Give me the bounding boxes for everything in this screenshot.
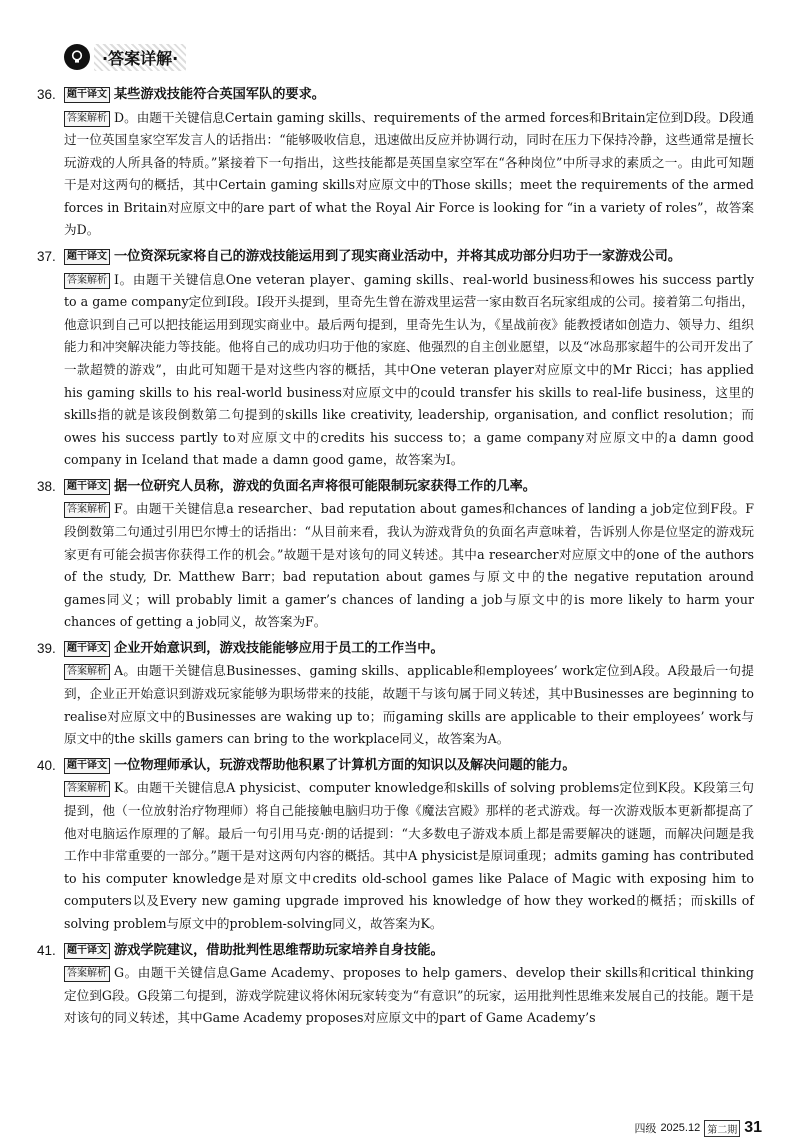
answer-page	[37, 40, 754, 1034]
translation-tag: 题干译文	[64, 479, 110, 495]
analysis-text: G。由题干关键信息Game Academy、proposes to help gamers、develop their skills和critical thinking定位到G段。G段第二句提到，游戏学院建议将休闲玩家转变为“有意识”的玩家，运用批判性思维来发展自己的技能。题干是对该句的同义转述，其中Game Academy proposes对应原文中的part of Game Academy’s	[64, 965, 754, 1026]
translation-tag: 题干译文	[64, 943, 110, 959]
translation-text: 一位资深玩家将自己的游戏技能运用到了现实商业活动中，并将其成功部分归功于一家游戏公司。	[114, 249, 682, 265]
translation-tag: 题干译文	[64, 641, 110, 657]
section-title: ·答案详解·	[94, 44, 186, 71]
question-number: 41.	[37, 942, 56, 958]
analysis-text: I。由题干关键信息One veteran player、gaming skills、real-world business和owes his success partly to a game company定位到I段。I段开头提到，里奇先生曾在游戏里运营一家由数百名玩家组成的公司。接着第二句指出，他意识到自己可以把技能运用到现实商业中。最后两句提到，里奇先生认为，《星战前夜》能教授诸如创造力、领导力、组织能力和冲突解决能力等技能。他将自己的成功归功于他的家庭、他强烈的自主创业愿望，以及“冰岛那家超牛的公司开发出了一款超赞的游戏”，由此可知题干是对这些内容的概括，其中One veteran player对应原文中的Mr Ricci；has applied his gaming skills to his real-world business对应原文中的could transfer his skills to real-life business，这里的skills指的就是该段倒数第二句提到的skills like creativity, leadership, organisation, and conflict resolution；而owes his success partly to对应原文中的credits his success to；a game company对应原文中的a damn good company in Iceland that made a damn good game，故答案为I。	[64, 271, 754, 468]
analysis-text: A。由题干关键信息Businesses、gaming skills、applicable和employees’ work定位到A段。A段最后一句提到，企业正开始意识到游戏玩家能够为职场带来的技能，故题干与该句属于同义转述，其中Businesses are beginning to realise对应原文中的Businesses are waking up to；而gaming skills are applicable to their employees’ work与原文中的the skills gamers can bring to the workplace同义，故答案为A。	[64, 663, 754, 747]
analysis-text: K。由题干关键信息A physicist、computer knowledge和skills of solving problems定位到K段。K段第三句提到，他（一位放射治疗物理师）将自己能接触电脑归功于像《魔法宫殿》那样的老式游戏。每一次游戏版本更新都提高了他对电脑运作原理的了解。最后一句引用马克·朗的话提到：“大多数电子游戏本质上都是需要解决的谜题，而解决问题是我工作中非常重要的一部分。”题干是对这两句内容的概括。其中A physicist是原词重现；admits gaming has contributed to his computer knowledge是对原文中credits old-school games like Palace of Magic with exposing him to computers以及Every new gaming upgrade improved his knowledge of how they worked的概括；而skills of solving problem与原文中的problem-solving同义，故答案为K。	[64, 780, 754, 931]
answer-item	[37, 84, 754, 242]
page-footer	[634, 1119, 762, 1137]
analysis-tag: 答案解析	[64, 781, 110, 797]
lightbulb-icon	[64, 44, 90, 70]
question-number: 38.	[37, 478, 56, 494]
analysis-tag: 答案解析	[64, 966, 110, 982]
translation-tag: 题干译文	[64, 249, 110, 265]
section-header	[64, 40, 754, 74]
analysis-tag: 答案解析	[64, 273, 110, 289]
answer-item	[37, 246, 754, 472]
footer-level: 四级	[634, 1123, 657, 1135]
analysis-text: D。由题干关键信息Certain gaming skills、requirements of the armed forces和Britain定位到D段。D段通过一位英国皇家空军发言人的话指出：“能够吸收信息，迅速做出反应并协调行动，同时在压力下保持冷静，这些通常是擅长玩游戏的人所具备的特质。”紧接着下一句指出，这些技能都是英国皇家空军在“各种岗位”中所寻求的素质之一。由此可知题干是对这两句的概括，其中Certain gaming skills对应原文中的Those skills；meet the requirements of the armed forces in Britain对应原文中的are part of what the Royal Air Force is looking for “in a variety of roles”，故答案为D。	[64, 109, 754, 238]
footer-date: 2025.12	[660, 1122, 701, 1134]
question-number: 39.	[37, 640, 56, 656]
analysis-text: F。由题干关键信息a researcher、bad reputation about games和chances of landing a job定位到F段。F段倒数第二句通过引用巴尔博士的话指出：“从目前来看，我认为游戏背负的负面名声意味着，告诉别人你是位坚定的游戏玩家更有可能会损害你获得工作的机会。”故题干是对该句的同义转述。其中a researcher对应原文中的one of the authors of the study, Dr. Matthew Barr；bad reputation about games与原文中的the negative reputation around games同义；will probably limit a gamer’s chances of landing a job与原文中的is more likely to harm your chances of getting a job同义，故答案为F。	[64, 501, 754, 630]
translation-text: 企业开始意识到，游戏技能能够应用于员工的工作当中。	[114, 640, 444, 656]
translation-tag: 题干译文	[64, 87, 110, 103]
answer-list	[37, 84, 754, 1030]
translation-text: 某些游戏技能符合英国军队的要求。	[114, 87, 325, 102]
answer-item	[37, 940, 754, 1030]
question-number: 37.	[37, 249, 56, 265]
analysis-tag: 答案解析	[64, 502, 110, 518]
answer-item	[37, 755, 754, 936]
page-number: 31	[744, 1119, 762, 1136]
analysis-tag: 答案解析	[64, 111, 110, 127]
translation-text: 一位物理师承认，玩游戏帮助他积累了计算机方面的知识以及解决问题的能力。	[114, 757, 576, 773]
answer-item	[37, 638, 754, 751]
translation-tag: 题干译文	[64, 758, 110, 774]
translation-text: 游戏学院建议，借助批判性思维帮助玩家培养自身技能。	[114, 942, 444, 958]
analysis-tag: 答案解析	[64, 664, 110, 680]
translation-text: 据一位研究人员称，游戏的负面名声将很可能限制玩家获得工作的几率。	[114, 478, 536, 494]
question-number: 40.	[37, 757, 56, 773]
question-number: 36.	[37, 87, 56, 102]
footer-issue: 第二期	[704, 1120, 740, 1137]
answer-item	[37, 476, 754, 634]
